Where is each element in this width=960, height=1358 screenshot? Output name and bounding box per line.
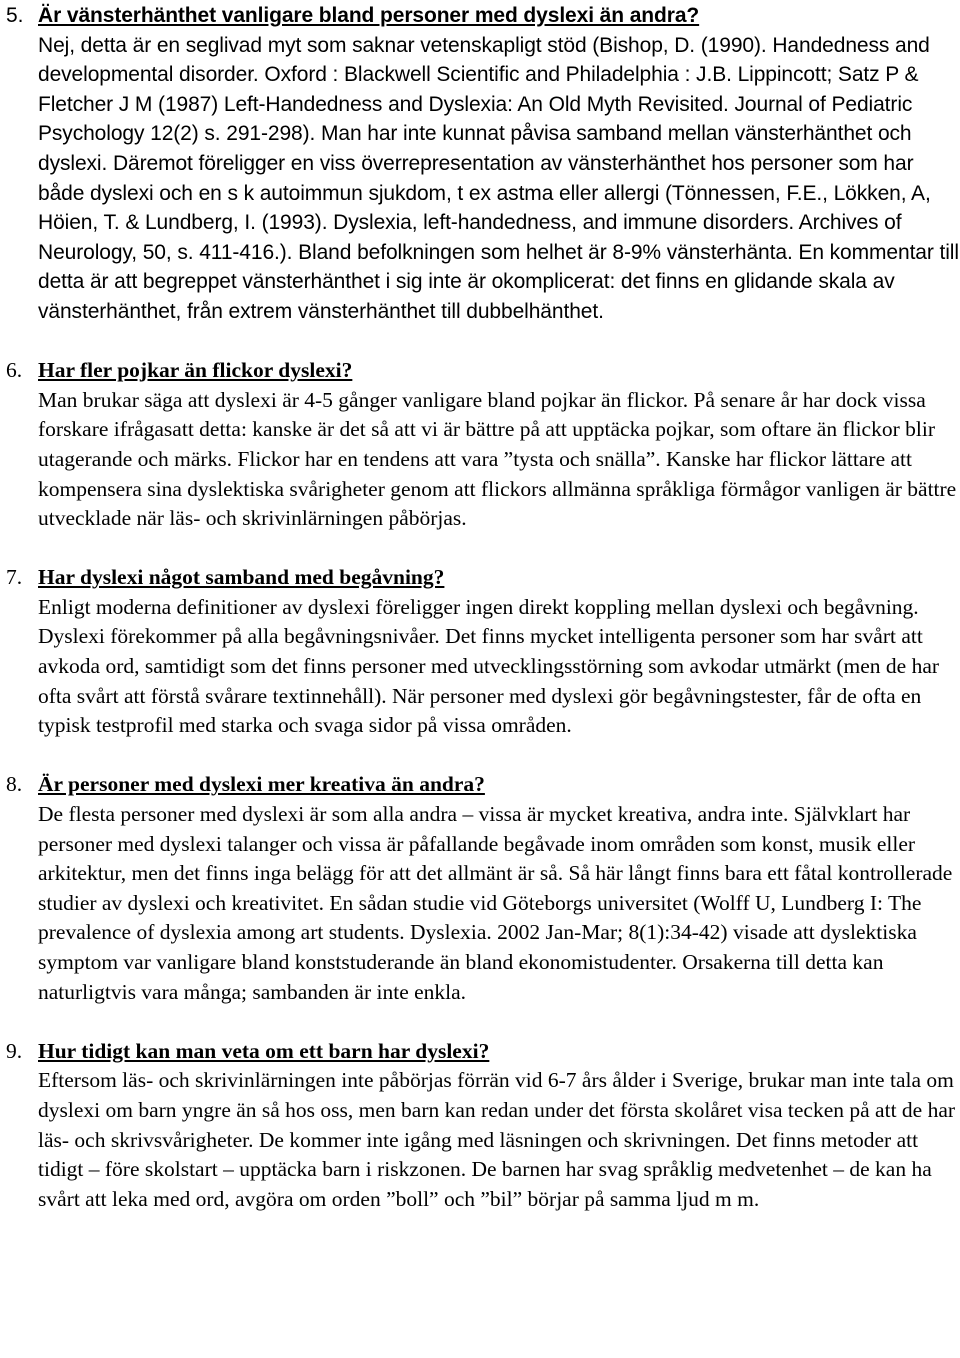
faq-item-8 bbox=[0, 770, 960, 1007]
question-heading: Är personer med dyslexi mer kreativa än andra? bbox=[38, 772, 485, 797]
answer-paragraph: Nej, detta är en seglivad myt som saknar vetenskapligt stöd (Bishop, D. (1990). Handedness and developmental disorder. Oxford : Blackwell Scientific and Philadelphia : J.B. Lippincott; Satz P & Fletcher J M (1987) Left-Handedness and Dyslexia: An Old Myth Revisited. Journal of Pediatric Psychology 12(2) s. 291-298). Man har inte kunnat påvisa samband mellan vänsterhänthet och dyslexi. Däremot föreligger en viss överrepresentation av vänsterhänthet hos personer som har både dyslexi och en s k autoimmun sjukdom, t ex astma eller allergi (Tönnessen, F.E., Lökken, A, Höien, T. & Lundberg, I. (1993). Dyslexia, left-handedness, and immune disorders. Archives of Neurology, 50, s. 411-416.). Bland befolkningen som helhet är 8-9% vänsterhänta. En kommentar till detta är att begreppet vänsterhänthet i sig inte är okomplicerat: det finns en glidande skala av vänsterhänthet, från extrem vänsterhänthet till dubbelhänthet. bbox=[38, 33, 959, 323]
answer-paragraph: Eftersom läs- och skrivinlärningen inte påbörjas förrän vid 6-7 års ålder i Sverige, brukar man inte tala om dyslexi om barn yngre än så hos oss, men barn kan redan under det första skolåret visa tecken på att de har läs- och skrivsvårigheter. De kommer inte igång med läsningen och skrivningen. Det finns metoder att tidigt – före skolstart – upptäcka barn i riskzonen. De barnen har svag språklig medvetenhet – de kan ha svårt att leka med ord, avgöra om orden ”boll” och ”bil” börjar på samma ljud m m. bbox=[38, 1068, 956, 1211]
answer-paragraph: Man brukar säga att dyslexi är 4-5 gånger vanligare bland pojkar än flickor. På senare år har dock vissa forskare ifrågasatt detta: kanske är det så att vi är bättre på att upptäcka pojkar, som oftare än flickor blir utagerande och märks. Flickor har en tendens att vara ”tysta och snälla”. Kanske har flickor lättare att kompensera sina dyslektiska svårigheter genom att flickors allmänna språkliga förmågor vanligen är bättre utvecklade när läs- och skrivinlärningen påbörjas. bbox=[38, 387, 957, 531]
item-number: 5. bbox=[6, 4, 24, 27]
answer-paragraph: De flesta personer med dyslexi är som alla andra – vissa är mycket kreativa, andra inte. Självklart har personer med dyslexi talanger och vissa är påfallande begåvade inom områden som konst, musik eller arkitektur, men det finns inga belägg för att det allmänt är så. Så här långt finns bara ett fåtal kontrollerade studier av dyslexi och kreativitet. En sådan studie vid Göteborgs universitet (Wolff U, Lundberg I: The prevalence of dyslexia among art students. Dyslexia. 2002 Jan-Mar; 8(1):34-42) visade att dyslektiska symptom var vanligare bland konststuderande än bland ekonomistudenter. Orsakerna till detta kan naturligtvis vara många; sambanden är inte enkla. bbox=[38, 802, 953, 1004]
question-heading: Har dyslexi något samband med begåvning? bbox=[38, 565, 445, 590]
faq-item-6 bbox=[0, 356, 960, 534]
item-number: 9. bbox=[6, 1038, 23, 1063]
question-heading: Hur tidigt kan man veta om ett barn har dyslexi? bbox=[38, 1038, 490, 1063]
faq-item-7 bbox=[0, 563, 960, 741]
answer-paragraph: Enligt moderna definitioner av dyslexi föreligger ingen direkt koppling mellan dyslexi och begåvning. Dyslexi förekommer på alla begåvningsnivåer. Det finns mycket intelligenta personer som har svårt att avkoda ord, samtidigt som det finns personer med utvecklingsstörning som avkodar utmärkt (men de har ofta svårt att förstå svårare textinnehåll). När personer med dyslexi gör begåvningstester, får de ofta en typisk testprofil med starka och svaga sidor på vissa områden. bbox=[38, 594, 940, 738]
item-number: 6. bbox=[6, 358, 23, 383]
question-heading: Är vänsterhänthet vanligare bland personer med dyslexi än andra? bbox=[38, 4, 700, 27]
faq-item-5 bbox=[0, 1, 960, 327]
question-heading: Har fler pojkar än flickor dyslexi? bbox=[38, 358, 353, 383]
item-number: 7. bbox=[6, 565, 23, 590]
faq-item-9 bbox=[0, 1037, 960, 1215]
item-number: 8. bbox=[6, 772, 23, 797]
document-page bbox=[0, 1, 960, 1244]
